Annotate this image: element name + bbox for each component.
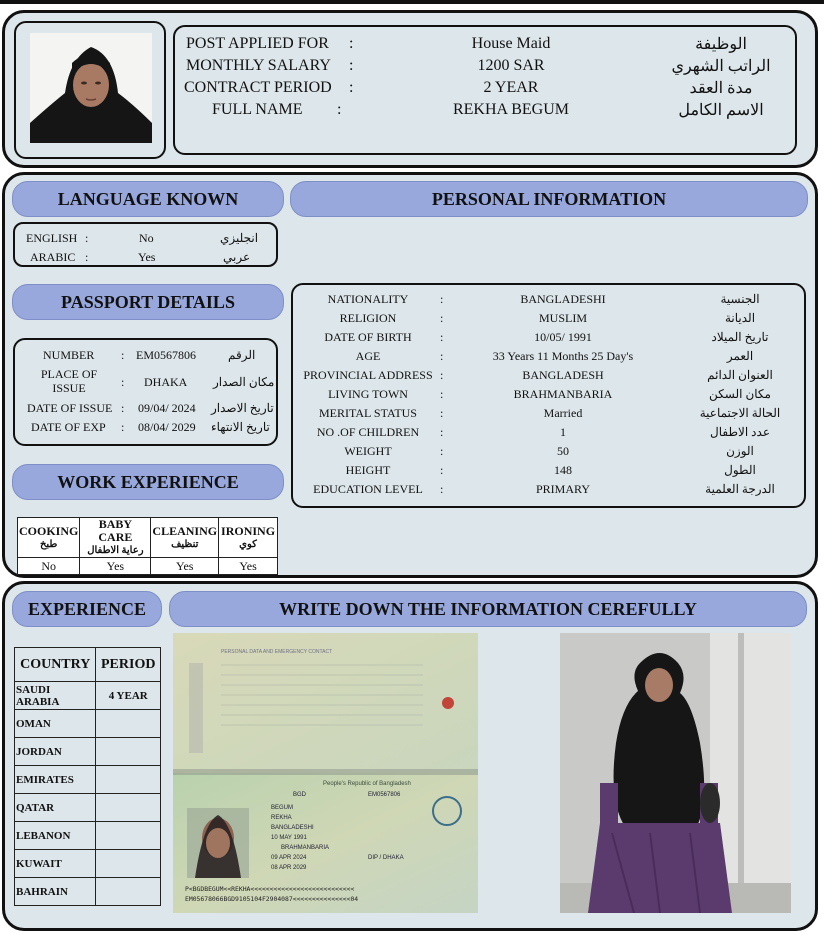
personal-label: AGE (355, 349, 381, 363)
portrait-frame (14, 21, 166, 159)
experience-table (14, 647, 161, 906)
personal-arabic: مكان السكن (709, 387, 771, 401)
arabic-label: ARABIC (30, 250, 76, 264)
header-row (186, 77, 786, 99)
work-cell: Yes (219, 558, 278, 575)
personal-value: BANGLADESH (522, 368, 604, 382)
personal-arabic: العنوان الدائم (707, 368, 773, 382)
name-label: FULL NAME (212, 101, 303, 118)
english-arabic: انجليزي (220, 231, 259, 245)
issue-arabic: تاريخ الاصدار (211, 401, 274, 415)
passport-title: PASSPORT DETAILS (12, 284, 284, 320)
table-row: KUWAIT (15, 850, 161, 878)
work-header: COOKING طبخ (18, 518, 80, 558)
place-label: PLACE OF ISSUE (40, 367, 98, 395)
passport-scan-image (173, 633, 478, 913)
colon: : (337, 101, 342, 118)
salary-arabic: الراتب الشهري (671, 58, 771, 75)
exp-value: 08/04/ 2029 (138, 420, 196, 434)
header-row (186, 33, 786, 55)
personal-row (300, 290, 796, 309)
personal-row (300, 423, 796, 442)
personal-label: DATE OF BIRTH (324, 330, 412, 344)
salary-label: MONTHLY SALARY (186, 57, 331, 74)
full-body-photo (560, 633, 791, 913)
scan-code: BGD (293, 792, 307, 798)
colon: : (440, 387, 444, 401)
scan-dob: 10 MAY 1991 (271, 835, 307, 841)
arabic-arabic: عربي (223, 250, 251, 264)
place-value: DHAKA (144, 375, 188, 389)
personal-title: PERSONAL INFORMATION (290, 181, 808, 217)
number-arabic: الرقم (228, 348, 256, 362)
english-value: No (139, 231, 154, 245)
personal-value: BRAHMANBARIA (513, 387, 613, 401)
personal-value: PRIMARY (535, 482, 591, 496)
issue-label: DATE OF ISSUE (27, 401, 113, 415)
colon: : (121, 348, 125, 362)
portrait-photo (30, 33, 152, 143)
personal-row (300, 309, 796, 328)
colon: : (440, 406, 444, 420)
personal-arabic: الطول (724, 463, 756, 477)
personal-value: 148 (554, 463, 572, 477)
table-row: LEBANON (15, 822, 161, 850)
personal-arabic: الجنسية (720, 292, 760, 306)
issue-value: 09/04/ 2024 (138, 401, 196, 415)
personal-row (300, 442, 796, 461)
work-table (17, 517, 278, 575)
personal-value: Married (543, 406, 583, 420)
scan-expiry: 08 APR 2029 (271, 865, 307, 871)
colon: : (121, 401, 125, 415)
scan-heading: PERSONAL DATA AND EMERGENCY CONTACT (221, 649, 333, 655)
personal-label: RELIGION (339, 311, 397, 325)
number-value: EM0567806 (136, 348, 196, 362)
personal-value: 33 Years 11 Months 25 Day's (492, 349, 634, 363)
post-value: House Maid (471, 35, 551, 52)
personal-arabic: الدرجة العلمية (705, 482, 775, 496)
work-title: WORK EXPERIENCE (12, 464, 284, 500)
table-row: EMIRATES (15, 766, 161, 794)
header-row (186, 99, 786, 121)
colon: : (440, 482, 444, 496)
personal-value: 10/05/ 1991 (534, 330, 592, 344)
name-value: REKHA BEGUM (452, 101, 569, 118)
contract-arabic: مدة العقد (689, 80, 753, 97)
colon: : (440, 463, 444, 477)
colon: : (85, 231, 89, 245)
colon: : (440, 368, 444, 382)
exp-arabic: تاريخ الانتهاء (211, 420, 270, 434)
work-header: BABY CARE رعاية الاطفال (80, 518, 151, 558)
colon: : (440, 330, 444, 344)
period-header: PERIOD (96, 648, 161, 682)
personal-row (300, 347, 796, 366)
post-label: POST APPLIED FOR (186, 35, 329, 52)
colon: : (440, 292, 444, 306)
personal-row (300, 328, 796, 347)
personal-label: WEIGHT (344, 444, 392, 458)
personal-value: BANGLADESHI (520, 292, 606, 306)
colon: : (349, 79, 354, 96)
scan-number: EM0567806 (368, 792, 401, 798)
colon: : (440, 311, 444, 325)
name-arabic: الاسم الكامل (678, 102, 764, 119)
table-row: QATAR (15, 794, 161, 822)
personal-value: 1 (560, 425, 566, 439)
personal-row (300, 480, 796, 499)
personal-value: 50 (557, 444, 569, 458)
table-row: OMAN (15, 710, 161, 738)
instructions-banner: WRITE DOWN THE INFORMATION CEREFULLY (169, 591, 807, 627)
personal-label: MERITAL STATUS (319, 406, 417, 420)
colon: : (349, 57, 354, 74)
arabic-value: Yes (138, 250, 156, 264)
scan-issue: 09 APR 2024 (271, 855, 307, 861)
work-cell: Yes (151, 558, 219, 575)
colon: : (440, 349, 444, 363)
scan-country: People's Republic of Bangladesh (323, 781, 411, 787)
personal-arabic: الوزن (726, 444, 754, 458)
personal-arabic: تاريخ الميلاد (711, 330, 769, 344)
work-header: CLEANING تنظيف (151, 518, 219, 558)
table-row: JORDAN (15, 738, 161, 766)
colon: : (121, 420, 125, 434)
personal-row (300, 404, 796, 423)
scan-given: REKHA (271, 815, 292, 821)
personal-arabic: العمر (726, 349, 754, 363)
experience-title: EXPERIENCE (12, 591, 162, 627)
table-row: SAUDI ARABIA 4 YEAR (15, 682, 161, 710)
personal-label: HEIGHT (345, 463, 391, 477)
top-rule (0, 0, 824, 4)
colon: : (440, 425, 444, 439)
number-label: NUMBER (43, 348, 95, 362)
colon: : (440, 444, 444, 458)
personal-arabic: الديانة (724, 311, 756, 325)
scan-birthplace: BRAHMANBARIA (281, 845, 330, 851)
scan-nationality: BANGLADESHI (271, 825, 314, 831)
work-header: IRONING كوي (219, 518, 278, 558)
table-row: BAHRAIN (15, 878, 161, 906)
exp-label: DATE OF EXP (31, 420, 106, 434)
personal-label: LIVING TOWN (328, 387, 408, 401)
personal-label: NATIONALITY (327, 292, 409, 306)
personal-label: NO .OF CHILDREN (316, 425, 420, 439)
personal-label: PROVINCIAL ADDRESS (303, 368, 433, 382)
contract-value: 2 YEAR (483, 79, 539, 96)
country-header: COUNTRY (15, 648, 96, 682)
personal-label: EDUCATION LEVEL (313, 482, 423, 496)
scan-authority: DIP / DHAKA (368, 855, 404, 861)
scan-surname: BEGUM (271, 805, 294, 811)
personal-row (300, 366, 796, 385)
place-arabic: مكان الصدار (213, 375, 275, 389)
scan-mrz2: EM05678066BGD9105104F2904087<<<<<<<<<<<<<<<04 (185, 895, 359, 903)
salary-value: 1200 SAR (477, 57, 545, 74)
colon: : (349, 35, 354, 52)
english-label: ENGLISH (26, 231, 78, 245)
personal-row (300, 385, 796, 404)
header-row (186, 55, 786, 77)
personal-value: MUSLIM (538, 311, 587, 325)
personal-arabic: عدد الاطفال (710, 425, 770, 439)
work-cell: No (18, 558, 80, 575)
contract-label: CONTRACT PERIOD (184, 79, 332, 96)
personal-arabic: الحالة الاجتماعية (699, 406, 781, 420)
scan-mrz1: P<BGDBEGUM<<REKHA<<<<<<<<<<<<<<<<<<<<<<<<<<< (185, 885, 355, 893)
colon: : (121, 375, 125, 389)
colon: : (85, 250, 89, 264)
personal-row (300, 461, 796, 480)
post-arabic: الوظيفة (695, 36, 747, 53)
work-cell: Yes (80, 558, 151, 575)
language-title: LANGUAGE KNOWN (12, 181, 284, 217)
